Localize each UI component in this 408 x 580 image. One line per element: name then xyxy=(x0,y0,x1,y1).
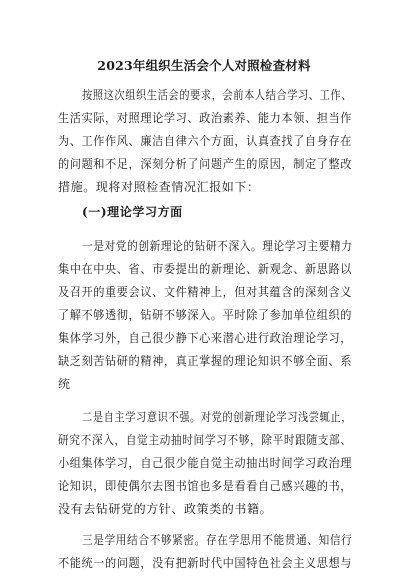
para2-line-3: 小组集体学习，自己很少能自觉主动抽出时间学习政治理 xyxy=(58,456,353,470)
intro-line-3: 为、工作作风、廉洁自律六个方面，认真查找了自身存在 xyxy=(58,134,353,148)
intro-line-1: 按照这次组织生活会的要求，会前本人结合学习、工作、 xyxy=(82,88,352,102)
para1-line-5: 集体学习外，自己很少静下心来潜心进行政治理论学习， xyxy=(58,331,353,345)
section-heading: (一)理论学习方面 xyxy=(82,205,183,219)
para1-line-1: 一是对党的创新理论的钻研不深入。理论学习主要精力 xyxy=(82,239,353,253)
document-title: 2023年组织生活会个人对照检查材料 xyxy=(97,58,311,73)
para1-line-3: 及召开的重要会议、文件精神上，但对其蕴含的深刻含义 xyxy=(58,285,353,299)
para1-line-6: 缺乏刻苦钻研的精神，真正掌握的理论知识不够全面、系 xyxy=(58,354,353,368)
para1-line-2: 集中在中央、省、市委提出的新理论、新观念、新思路以 xyxy=(58,262,353,276)
para2-line-5: 没有去钻研党的方针、政策类的书籍。 xyxy=(58,502,273,516)
para1-line-7: 统 xyxy=(58,377,71,391)
intro-line-4: 的问题和不足，深刻分析了问题产生的原因，制定了整改 xyxy=(58,157,353,171)
intro-line-2: 生活实际，对照理论学习、政治素养、能力本领、担当作 xyxy=(58,111,353,125)
para2-line-1: 二是自主学习意识不强。对党的创新理论学习浅尝辄止， xyxy=(82,410,352,424)
para3-line-1: 三是学用结合不够紧密。存在学思用不能贯通、知信行 xyxy=(82,533,353,547)
para2-line-2: 研究不深入，自觉主动抽时间学习不够，除平时跟随支部、 xyxy=(58,433,352,447)
para2-line-4: 论知识，即使偶尔去图书馆也多是看看自己感兴趣的书， xyxy=(58,479,353,493)
para1-line-4: 了解不够透彻，钻研不够深入。平时除了参加单位组织的 xyxy=(58,308,353,322)
intro-line-5: 措施。现将对照检查情况汇报如下： xyxy=(58,180,260,194)
para3-line-2: 不能统一的问题，没有把新时代中国特色社会主义思想与 xyxy=(58,556,353,570)
